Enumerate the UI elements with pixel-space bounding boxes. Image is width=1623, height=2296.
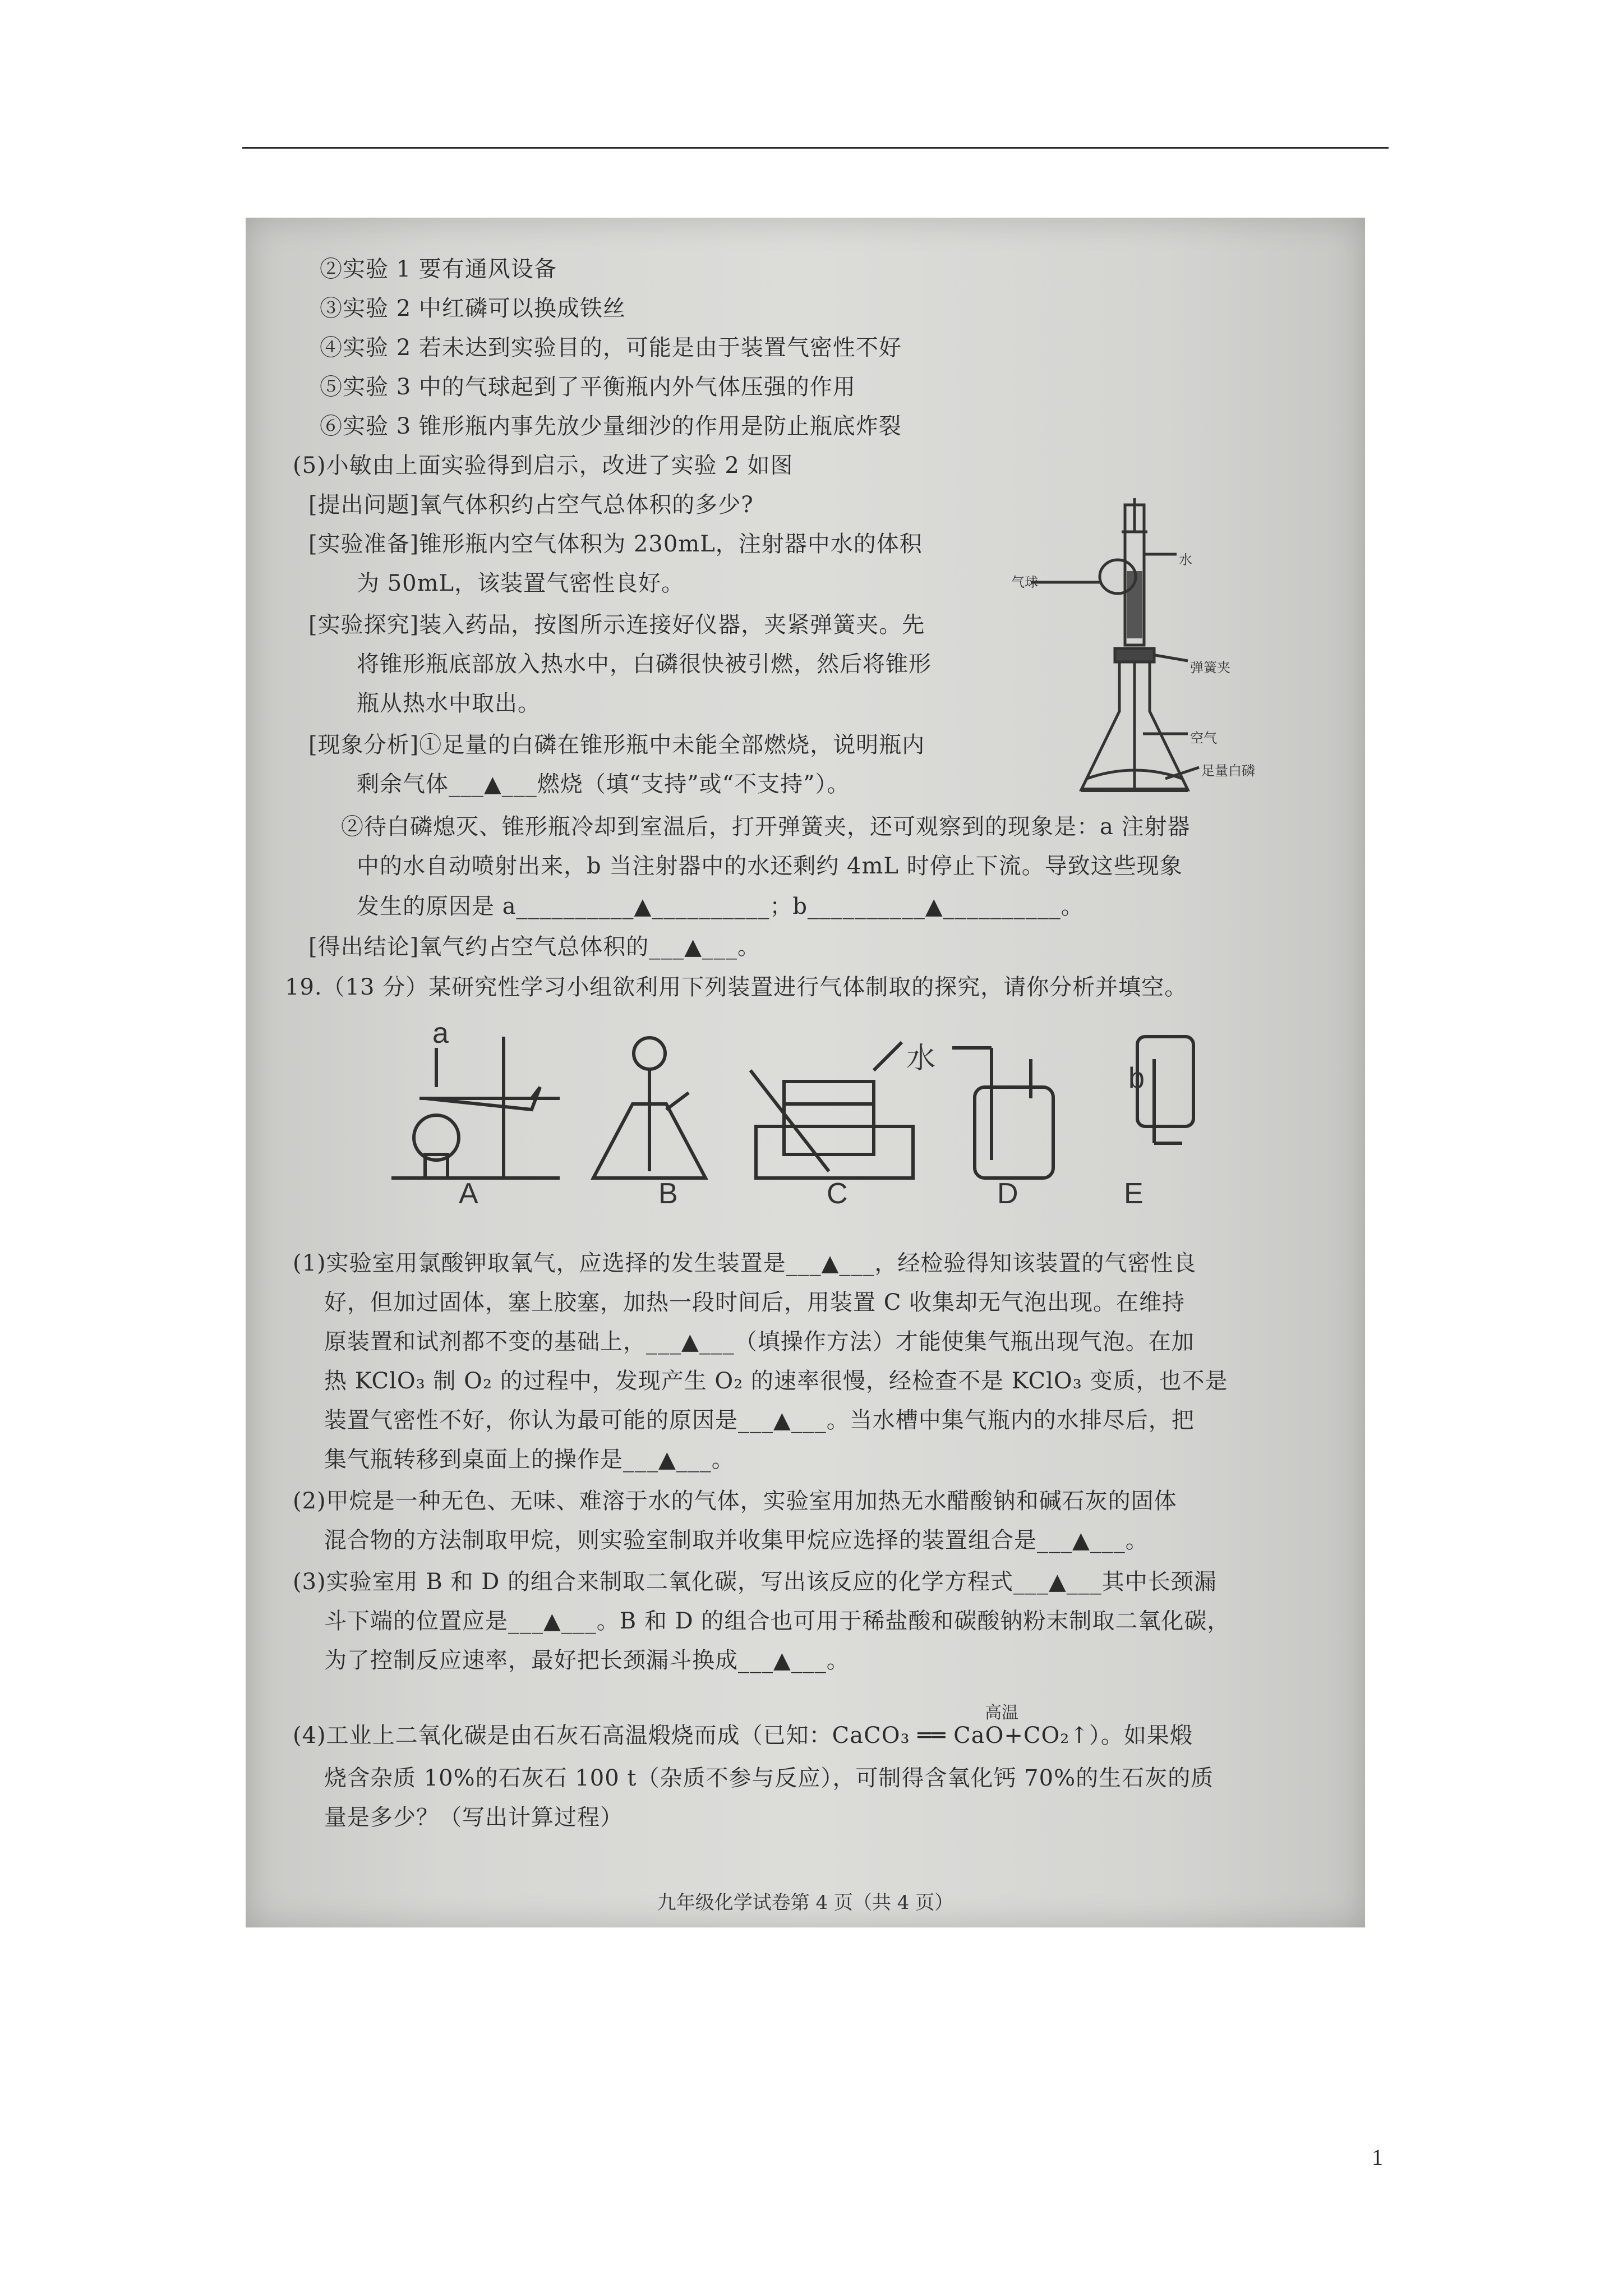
text-line: 为了控制反应速率，最好把长颈漏斗换成___▲___。 [324, 1648, 850, 1673]
text-line: 为 50mL，该装置气密性良好。 [357, 570, 685, 596]
text-line: [提出问题]氧气体积约占空气总体积的多少? [308, 492, 754, 518]
label-phosphorus: 足量白磷 [1201, 763, 1255, 779]
label-C: C [827, 1177, 848, 1210]
text-line: 集气瓶转移到桌面上的操作是___▲___。 [324, 1447, 735, 1473]
text-line: 量是多少？（写出计算过程） [324, 1805, 623, 1830]
text-line: (5)小敏由上面实验得到启示，改进了实验 2 如图 [293, 453, 794, 478]
label-D: D [997, 1177, 1018, 1210]
text-line: 好，但加过固体，塞上胶塞，加热一段时间后，用装置 C 收集却无气泡出现。在维持 [324, 1290, 1186, 1315]
page-footer: 九年级化学试卷第 4 页（共 4 页） [657, 1892, 954, 1914]
text-line: 将锥形瓶底部放入热水中，白磷很快被引燃，然后将锥形 [357, 651, 932, 677]
text-line: 混合物的方法制取甲烷，则实验室制取并收集甲烷应选择的装置组合是___▲___。 [324, 1527, 1149, 1553]
apparatus-figures [391, 1014, 1334, 1227]
text-line: ②待白磷熄灭、锥形瓶冷却到室温后，打开弹簧夹，还可观察到的现象是：a 注射器 [341, 814, 1191, 840]
text-line: [现象分析]①足量的白磷在锥形瓶中未能全部燃烧，说明瓶内 [308, 732, 925, 758]
text-line: (3)实验室用 B 和 D 的组合来制取二氧化碳，写出该反应的化学方程式___▲___其中长颈漏 [293, 1569, 1217, 1595]
text-line: 剩余气体___▲___燃烧（填“支持”或“不支持”）。 [357, 771, 850, 797]
text-line: 斗下端的位置应是___▲___。B 和 D 的组合也可用于稀盐酸和碳酸钠粉末制取二氧化碳， [324, 1608, 1230, 1634]
text-line: [实验探究]装入药品，按图所示连接好仪器，夹紧弹簧夹。先 [308, 612, 925, 638]
top-rule [242, 147, 1389, 149]
label-A: A [459, 1177, 478, 1210]
text-line: ⑥实验 3 锥形瓶内事先放少量细沙的作用是防止瓶底炸裂 [320, 413, 902, 439]
text-line: [得出结论]氧气约占空气总体积的___▲___。 [308, 934, 760, 960]
text-line: 瓶从热水中取出。 [357, 691, 541, 716]
text-line: ③实验 2 中红磷可以换成铁丝 [320, 296, 626, 321]
label-clamp: 弹簧夹 [1190, 660, 1230, 675]
question-19-heading: 19.（13 分）某研究性学习小组欲利用下列装置进行气体制取的探究，请你分析并填空。 [285, 974, 1188, 1000]
text-line: 中的水自动喷射出来，b 当注射器中的水还剩约 4mL 时停止下流。导致这些现象 [357, 853, 1183, 879]
text-line: 原装置和试剂都不变的基础上，___▲___（填操作方法）才能使集气瓶出现气泡。在加 [324, 1329, 1195, 1355]
text-line: ⑤实验 3 中的气球起到了平衡瓶内外气体压强的作用 [320, 374, 856, 400]
text-line: ④实验 2 若未达到实验目的，可能是由于装置气密性不好 [320, 335, 902, 361]
label-air: 空气 [1190, 730, 1217, 746]
page-number: 1 [1372, 2145, 1383, 2170]
label-b: b [1128, 1062, 1145, 1094]
text-line: (2)甲烷是一种无色、无味、难溶于水的气体，实验室用加热无水醋酸钠和碱石灰的固体 [293, 1488, 1177, 1514]
label-B: B [658, 1177, 678, 1210]
label-E: E [1124, 1177, 1144, 1210]
text-line: [实验准备]锥形瓶内空气体积为 230mL，注射器中水的体积 [308, 531, 923, 557]
label-water-trough: 水 [906, 1042, 936, 1075]
label-a: a [432, 1017, 449, 1050]
text-line: 装置气密性不好，你认为最可能的原因是___▲___。当水槽中集气瓶内的水排尽后，把 [324, 1407, 1195, 1433]
exam-photo [246, 218, 1365, 1927]
text-line: ②实验 1 要有通风设备 [320, 256, 557, 282]
reaction-condition: 高温 [985, 1703, 1018, 1723]
text-line: (1)实验室用氯酸钾取氧气，应选择的发生装置是___▲___，经检验得知该装置的气密性良 [293, 1250, 1197, 1276]
label-balloon: 气球 [1011, 574, 1038, 590]
text-line: 发生的原因是 a__________▲__________；b__________▲__________。 [357, 894, 1084, 919]
text-line: 烧含杂质 10%的石灰石 100 t（杂质不参与反应），可制得含氧化钙 70%的生石灰的质 [324, 1765, 1214, 1791]
label-water: 水 [1179, 552, 1192, 568]
text-line: 热 KClO₃ 制 O₂ 的过程中，发现产生 O₂ 的速率很慢，经检查不是 KClO₃ 变质，也不是 [324, 1368, 1228, 1394]
text-line: (4)工业上二氧化碳是由石灰石高温煅烧而成（已知：CaCO₃ ══ CaO+CO₂↑）。如果煅 [293, 1723, 1193, 1749]
